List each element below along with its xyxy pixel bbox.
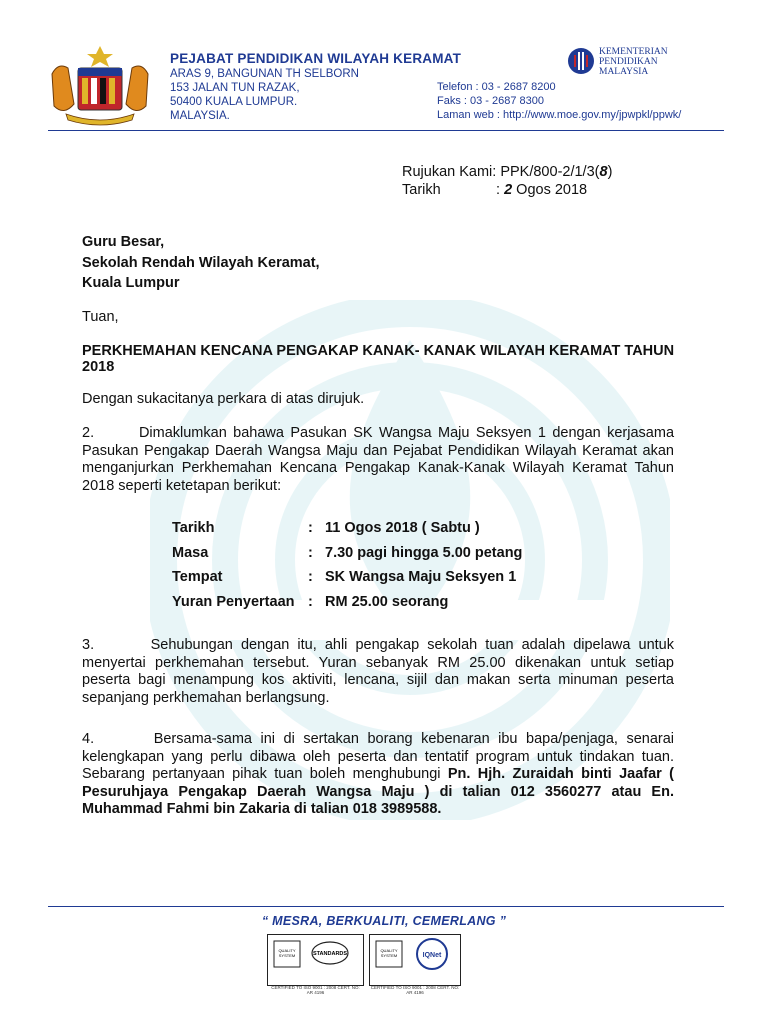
detail-value: SK Wangsa Maju Seksyen 1 bbox=[325, 569, 517, 586]
date-handwritten: 2 bbox=[504, 182, 513, 198]
detail-row bbox=[172, 565, 522, 590]
address-line: 50400 KUALA LUMPUR. bbox=[170, 96, 298, 108]
date-label: Tarikh bbox=[402, 182, 441, 198]
date-value: Ogos 2018 bbox=[516, 182, 588, 198]
footer-divider bbox=[48, 906, 724, 907]
office-address-block bbox=[170, 50, 461, 123]
fax-line: Faks : 03 - 2687 8300 bbox=[437, 95, 545, 107]
detail-row bbox=[172, 516, 522, 541]
detail-label: Masa bbox=[172, 544, 209, 561]
address-line: ARAS 9, BANGUNAN TH SELBORN bbox=[170, 68, 359, 80]
website-line: Laman web : http://www.moe.gov.my/jpwpkl/ppwk/ bbox=[437, 109, 682, 121]
detail-value: 11 Ogos 2018 ( Sabtu ) bbox=[325, 520, 480, 537]
paragraph-text: Sehubungan dengan itu, ahli pengakap sekolah tuan adalah dipelawa untuk menyertai perkhemahan tersebut. Yuran sebanyak RM 25.00 dikenakan untuk setiap peserta bagi menampung kos aktiviti, lencana, sijil dan makan serta minuman peserta sepanjang perkhemahan berlangsung. bbox=[82, 637, 674, 706]
ministry-logo-icon bbox=[566, 46, 596, 76]
svg-text:QUALITY: QUALITY bbox=[278, 948, 296, 953]
detail-row bbox=[172, 541, 522, 566]
addressee-block bbox=[82, 232, 320, 294]
event-details-table bbox=[172, 516, 522, 614]
ministry-line: KEMENTERIAN bbox=[599, 47, 668, 57]
detail-label: Tarikh bbox=[172, 520, 215, 537]
detail-label: Tempat bbox=[172, 569, 223, 586]
reference-handwritten: 8 bbox=[599, 164, 608, 180]
phone-line: Telefon : 03 - 2687 8200 bbox=[437, 81, 556, 93]
reference-close: ) bbox=[607, 164, 613, 180]
reference-value: PPK/800-2/1/3( bbox=[500, 164, 600, 180]
coat-of-arms-icon bbox=[44, 44, 156, 126]
paragraph-number: 4. bbox=[82, 731, 95, 747]
letter-subject: PERKHEMAHAN KENCANA PENGAKAP KANAK- KANAK WILAYAH KERAMAT TAHUN 2018 bbox=[82, 343, 675, 375]
ministry-line: MALAYSIA bbox=[599, 67, 649, 77]
paragraph-number: 2. bbox=[82, 425, 95, 441]
quality-system-icon bbox=[268, 935, 363, 985]
cert-caption: CERTIFIED TO ISO 9001 : 2008 CERT. NO: AR 4196 bbox=[271, 985, 360, 995]
detail-colon: : bbox=[308, 544, 313, 561]
reference-block bbox=[402, 163, 612, 199]
date-colon: : bbox=[496, 182, 501, 198]
address-line: MALAYSIA. bbox=[170, 110, 230, 122]
address-line: 153 JALAN TUN RAZAK, bbox=[170, 82, 300, 94]
addressee-line: Kuala Lumpur bbox=[82, 275, 180, 291]
addressee-line: Guru Besar, bbox=[82, 234, 165, 250]
svg-text:STANDARDS: STANDARDS bbox=[312, 951, 348, 957]
contact-persons-text: Pn. Hjh. Zuraidah binti Jaafar ( Pesuruhjaya Pengakap Daerah Wangsa Maju ) di talian 012 3560277 atau En. Muhammad Fahmi bin Zakaria di talian 018 3989588. bbox=[82, 766, 674, 817]
detail-label: Yuran Penyertaan bbox=[172, 593, 295, 610]
header-divider bbox=[48, 130, 724, 131]
salutation: Tuan, bbox=[82, 309, 119, 325]
paragraph-text: Dimaklumkan bahawa Pasukan SK Wangsa Maju Seksyen 1 dengan kerjasama Pasukan Pengakap Daerah Wangsa Maju dan Pejabat Pendidikan Wilayah Keramat akan menganjurkan Perkhemahan Kencana Pengakap Kanak-Kanak Wilayah Keramat Tahun 2018 seperti ketetapan berikut: bbox=[82, 425, 675, 494]
date-row bbox=[402, 181, 612, 199]
motto: “ MESRA, BERKUALITI, CEMERLANG ” bbox=[261, 914, 507, 928]
ministry-logo-block bbox=[566, 46, 668, 77]
contact-block bbox=[437, 80, 681, 122]
office-name: PEJABAT PENDIDIKAN WILAYAH KERAMAT bbox=[170, 51, 462, 66]
iqnet-icon bbox=[370, 935, 460, 985]
paragraph-2 bbox=[82, 425, 674, 495]
paragraph-text: Bersama-sama ini di sertakan borang kebenaran ibu bapa/penjaga, senarai kelengkapan yang perlu dibawa oleh peserta dan tentatif program untuk tindakan tuan. Sebarang pertanyaan pihak tuan boleh menghubungi bbox=[82, 731, 675, 782]
detail-colon: : bbox=[308, 520, 313, 537]
paragraph-4 bbox=[82, 731, 674, 819]
cert-caption: CERTIFIED TO ISO 9001 : 2008 CERT. NO: AR 4196 bbox=[370, 985, 460, 995]
ministry-line: PENDIDIKAN bbox=[599, 57, 658, 67]
svg-text:IQNet: IQNet bbox=[422, 952, 442, 959]
svg-text:SYSTEM: SYSTEM bbox=[380, 953, 398, 958]
detail-value: RM 25.00 seorang bbox=[325, 593, 449, 610]
detail-colon: : bbox=[308, 593, 313, 610]
detail-row bbox=[172, 590, 522, 615]
intro-line: Dengan sukacitanya perkara di atas dirujuk. bbox=[82, 391, 365, 407]
certification-badge bbox=[369, 934, 461, 995]
svg-text:QUALITY: QUALITY bbox=[380, 948, 398, 953]
detail-colon: : bbox=[308, 569, 313, 586]
paragraph-3 bbox=[82, 637, 674, 707]
certification-badge bbox=[267, 934, 364, 995]
detail-value: 7.30 pagi hingga 5.00 petang bbox=[325, 544, 523, 561]
addressee-line: Sekolah Rendah Wilayah Keramat, bbox=[82, 254, 320, 271]
svg-text:SYSTEM: SYSTEM bbox=[278, 953, 296, 958]
ministry-name bbox=[599, 47, 668, 77]
reference-label: Rujukan Kami: bbox=[402, 164, 497, 180]
paragraph-number: 3. bbox=[82, 637, 95, 653]
reference-row bbox=[402, 163, 612, 181]
